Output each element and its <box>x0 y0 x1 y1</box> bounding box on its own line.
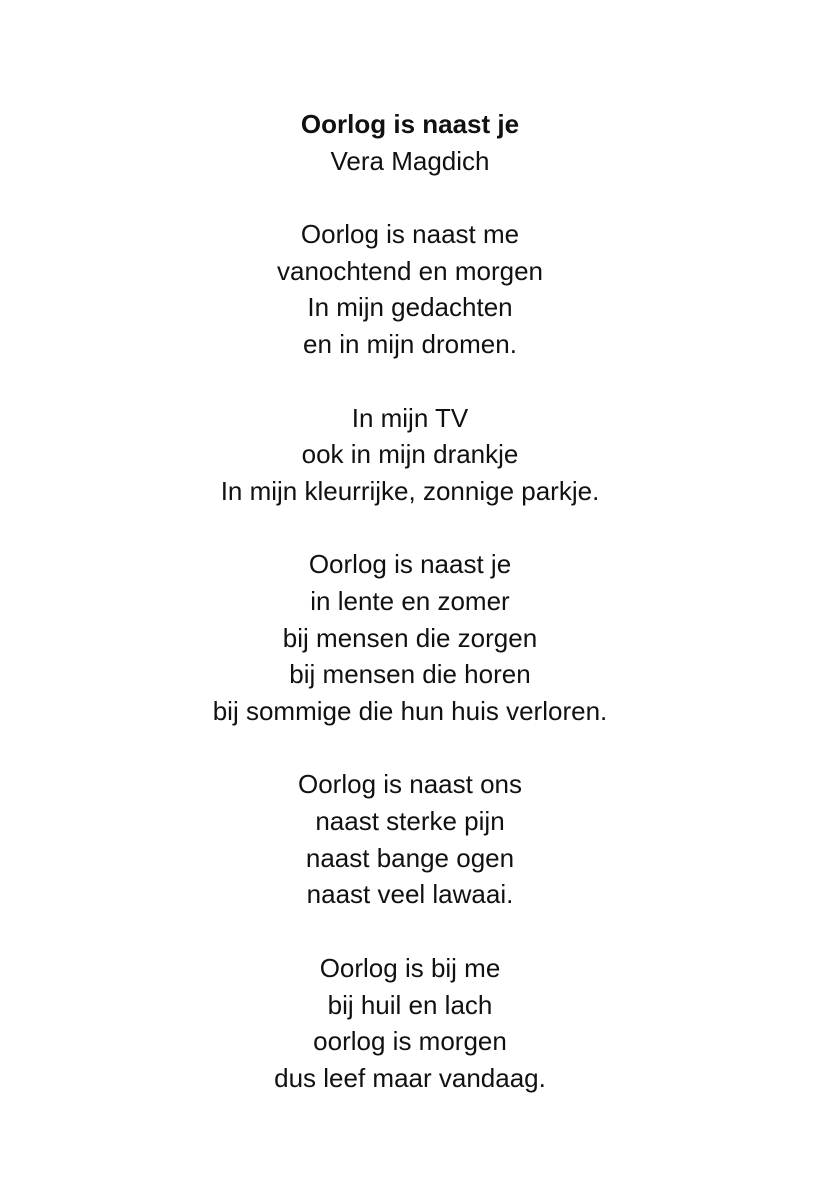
stanza-5 <box>0 950 820 1097</box>
stanza-1 <box>0 216 820 363</box>
poem-line: en in mijn dromen. <box>303 329 517 360</box>
poem-line: Oorlog is naast ons <box>297 769 522 800</box>
poem-line: ook in mijn drankje <box>301 439 519 470</box>
poem-line: naast bange ogen <box>305 842 515 873</box>
poem-title: Oorlog is naast je <box>300 109 520 139</box>
poem-line: In mijn TV <box>351 402 469 433</box>
stanza-gap <box>0 179 820 216</box>
poem-line: Oorlog is bij me <box>319 952 501 983</box>
poem-line: In mijn kleurrijke, zonnige parkje. <box>220 475 600 506</box>
poem-line: vanochtend en morgen <box>277 255 543 286</box>
stanza-gap <box>0 363 820 400</box>
poem-line: bij mensen die horen <box>289 659 531 690</box>
poem-author: Vera Magdich <box>330 145 490 176</box>
stanza-3 <box>0 546 820 729</box>
poem-line: dus leef maar vandaag. <box>274 1062 546 1093</box>
stanza-gap <box>0 510 820 547</box>
poem-line: bij sommige die hun huis verloren. <box>212 696 608 726</box>
poem-line: naast veel lawaai. <box>306 879 514 910</box>
stanza-4 <box>0 766 820 913</box>
poem-line: bij mensen die zorgen <box>282 622 538 653</box>
poem-line: oorlog is morgen <box>313 1026 507 1057</box>
poem-line: Oorlog is naast je <box>308 549 512 580</box>
stanza-gap <box>0 730 820 767</box>
poem-line: in lente en zomer <box>310 585 510 616</box>
stanza-2 <box>0 400 820 510</box>
poem-page <box>0 106 820 1097</box>
stanza-gap <box>0 913 820 950</box>
poem-line: bij huil en lach <box>327 989 493 1020</box>
poem-line: Oorlog is naast me <box>300 219 520 250</box>
poem-line: naast sterke pijn <box>315 806 505 837</box>
poem-line: In mijn gedachten <box>307 292 513 323</box>
